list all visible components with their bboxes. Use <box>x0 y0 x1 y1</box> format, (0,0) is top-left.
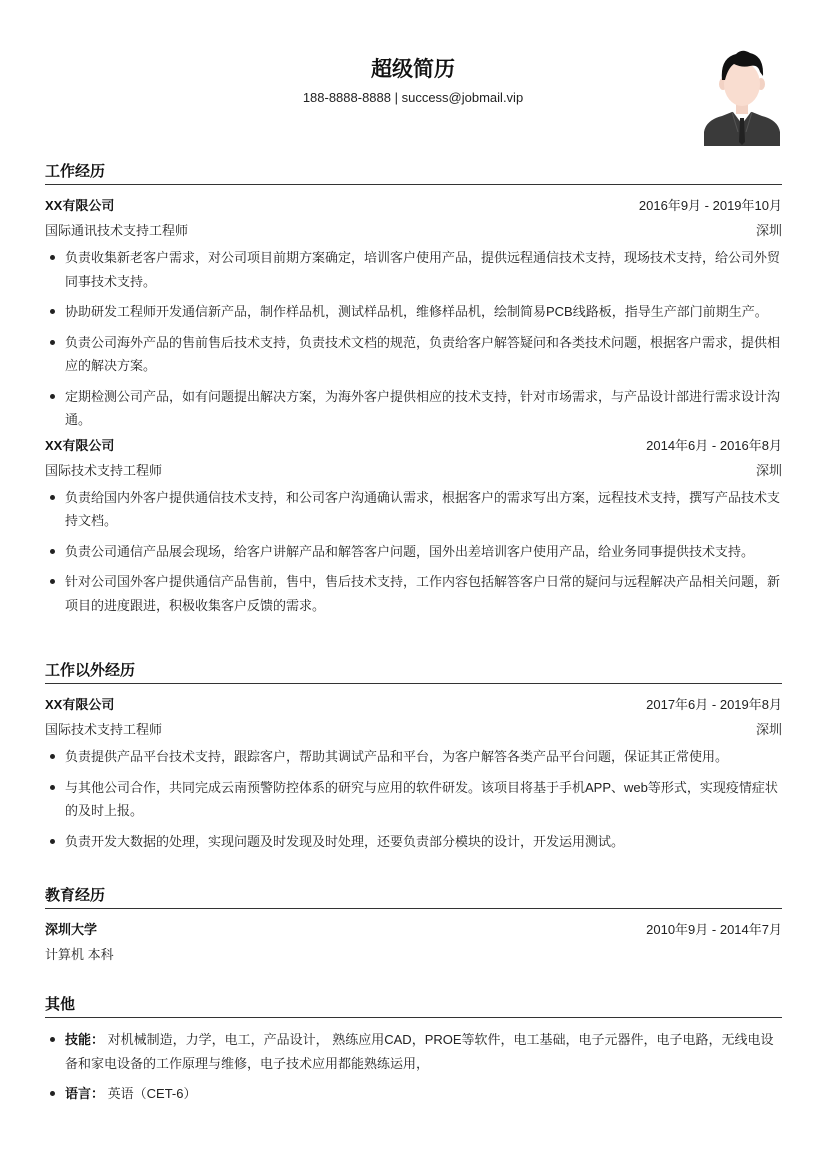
list-item: 与其他公司合作，共同完成云南预警防控体系的研究与应用的软件研发。该项目将基于手机APP、web等形式，实现疫情症状的及时上报。 <box>45 776 782 823</box>
language-label: 语言： <box>65 1086 105 1101</box>
location: 深圳 <box>755 223 782 238</box>
education-entry <box>45 917 782 967</box>
company-name: XX有限公司 <box>45 437 115 453</box>
list-item: 负责给国内外客户提供通信技术支持，和公司客户沟通确认需求，根据客户的需求写出方案，远程技术支持，撰写产品技术支持文档。 <box>45 486 782 533</box>
date-range: 2010年9月 - 2014年7月 <box>646 922 782 937</box>
list-item: 协助研发工程师开发通信新产品，制作样品机，测试样品机，维修样品机，绘制简易PCB线路板，指导生产部门前期生产。 <box>45 300 782 324</box>
education-section <box>45 883 782 967</box>
location: 深圳 <box>755 722 782 737</box>
list-item: 负责收集新老客户需求，对公司项目前期方案确定，培训客户使用产品，提供远程通信技术支持，现场技术支持，给公司外贸同事技术支持。 <box>45 246 782 293</box>
company-name: XX有限公司 <box>45 198 115 213</box>
list-item: 定期检测公司产品，如有问题提出解决方案，为海外客户提供相应的技术支持，针对市场需求，与产品设计部进行需求设计沟通。 <box>45 385 782 432</box>
language-item <box>45 1082 782 1106</box>
skills-label: 技能： <box>65 1032 105 1047</box>
list-item: 负责公司海外产品的售前售后技术支持，负责技术文档的规范，负责给客户解答疑问和各类技术问题，根据客户需求，提供相应的解决方案。 <box>45 331 782 378</box>
company-name: XX有限公司 <box>45 697 115 712</box>
skills-item <box>45 1028 782 1075</box>
list-item: 针对公司国外客户提供通信产品售前，售中，售后技术支持，工作内容包括解答客户日常的疑问与远程解决产品相关问题，新项目的进度跟进，积极收集客户反馈的需求。 <box>45 570 782 617</box>
section-title: 工作以外经历 <box>45 658 782 684</box>
location: 深圳 <box>755 462 782 478</box>
section-title: 教育经历 <box>45 883 782 909</box>
date-range: 2017年6月 - 2019年8月 <box>646 697 782 712</box>
other-section <box>45 992 782 1113</box>
job-role: 国际技术支持工程师 <box>45 722 163 737</box>
job-role: 国际技术支持工程师 <box>45 462 163 478</box>
date-range: 2016年9月 - 2019年10月 <box>638 198 782 213</box>
language-text: 英语（CET-6） <box>107 1086 197 1101</box>
list-item: 负责开发大数据的处理，实现问题及时发现及时处理，还要负责部分模块的设计，开发运用测试。 <box>45 830 782 854</box>
resume-name: 超级简历 <box>371 58 455 81</box>
work-entry <box>45 433 782 618</box>
skills-text: 对机械制造，力学，电工，产品设计， 熟练应用CAD，PROE等软件，电工基础，电子元器件，电子电路，无线电设备和家电设备的工作原理与维修，电子技术应用都能熟练运用， <box>65 1032 774 1071</box>
section-title: 其他 <box>45 992 782 1018</box>
list-item: 负责提供产品平台技术支持，跟踪客户，帮助其调试产品和平台，为客户解答各类产品平台问题，保证其正常使用。 <box>45 745 782 769</box>
job-role: 国际通讯技术支持工程师 <box>45 223 189 238</box>
work-entry <box>45 193 782 432</box>
major-degree: 计算机 本科 <box>45 947 114 962</box>
avatar <box>702 46 782 146</box>
date-range: 2014年6月 - 2016年8月 <box>646 437 782 453</box>
extra-entry <box>45 692 782 853</box>
section-title: 工作经历 <box>45 159 782 185</box>
work-experience-section <box>45 159 782 624</box>
extra-experience-section <box>45 658 782 860</box>
school-name: 深圳大学 <box>45 922 98 937</box>
contact-info: 188-8888-8888 | success@jobmail.vip <box>302 90 524 105</box>
resume-header <box>0 0 826 150</box>
list-item: 负责公司通信产品展会现场，给客户讲解产品和解答客户问题，国外出差培训客户使用产品，给业务同事提供技术支持。 <box>45 540 782 564</box>
